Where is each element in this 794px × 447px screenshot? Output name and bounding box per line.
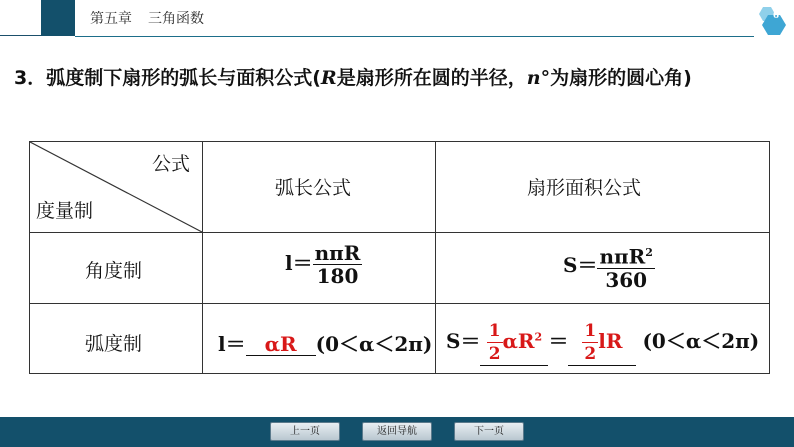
header-divider — [75, 36, 754, 37]
fraction — [313, 242, 363, 287]
radius-symbol: R — [320, 67, 337, 89]
exponent: 2 — [534, 330, 543, 344]
row-header-radian: 弧度制 — [85, 333, 143, 355]
chapter-label: 第五章 — [90, 11, 132, 27]
page-number: 6 — [772, 11, 780, 21]
table-divider — [30, 303, 769, 304]
equals-sign: ＝ — [548, 329, 569, 353]
condition: (0＜α＜2π) — [315, 332, 433, 356]
formula-table — [29, 141, 770, 374]
col-header-sector-area: 扇形面积公式 — [527, 177, 642, 199]
formula-lhs: l＝ — [218, 332, 246, 356]
row-header-degree: 角度制 — [85, 260, 143, 282]
fraction-denominator: 2 — [584, 344, 597, 364]
col-header-arc-length: 弧长公式 — [275, 177, 352, 199]
fraction-numerator: 1 — [488, 321, 501, 341]
table-divider — [202, 142, 203, 373]
condition: (0＜α＜2π) — [642, 329, 760, 353]
radian-arc-formula — [218, 328, 432, 357]
corner-formula-label: 公式 — [152, 153, 191, 175]
fraction-denominator: 180 — [316, 264, 359, 288]
topic-label: 三角函数 — [148, 11, 204, 27]
header-color-block — [41, 0, 75, 36]
corner-measure-label: 度量制 — [36, 200, 94, 222]
next-page-button[interactable]: 下一页 — [454, 422, 524, 441]
answer-text: lR — [598, 329, 623, 353]
hexagon-logo-icon — [754, 4, 788, 38]
answer-text: αR — [502, 329, 535, 353]
intro-text-1: 弧度制下扇形的弧长与面积公式( — [46, 67, 321, 89]
fraction-denominator: 2 — [488, 344, 501, 364]
radian-area-formula — [446, 320, 759, 366]
area-answer-blank-2 — [568, 320, 636, 366]
numerator-text: nπR — [599, 244, 646, 269]
arc-answer-blank: αR — [246, 333, 316, 356]
fraction — [582, 320, 598, 365]
intro-text-2: 是扇形所在圆的半径， — [336, 67, 527, 89]
formula-lhs: l＝ — [285, 251, 313, 275]
formula-lhs: S＝ — [446, 329, 481, 353]
exponent: 2 — [645, 246, 653, 259]
item-number: 3． — [14, 67, 47, 89]
header-outline-box — [0, 0, 42, 36]
area-answer-blank-1 — [480, 320, 548, 366]
intro-text-3: °为扇形的圆心角) — [540, 67, 692, 89]
table-divider — [435, 142, 436, 373]
fraction-numerator: 1 — [584, 321, 597, 341]
fraction-numerator — [597, 242, 654, 269]
formula-lhs: S＝ — [563, 252, 598, 277]
fraction — [597, 242, 654, 291]
degree-area-formula — [563, 242, 655, 291]
fraction — [487, 320, 503, 365]
degree-arc-formula — [285, 242, 362, 287]
back-to-nav-button[interactable]: 返回导航 — [362, 422, 432, 441]
table-divider — [30, 232, 769, 233]
angle-symbol: n — [526, 67, 541, 89]
prev-page-button[interactable]: 上一页 — [270, 422, 340, 441]
intro-paragraph — [14, 58, 784, 99]
fraction-denominator: 360 — [605, 267, 648, 292]
fraction-numerator: nπR — [314, 241, 361, 265]
